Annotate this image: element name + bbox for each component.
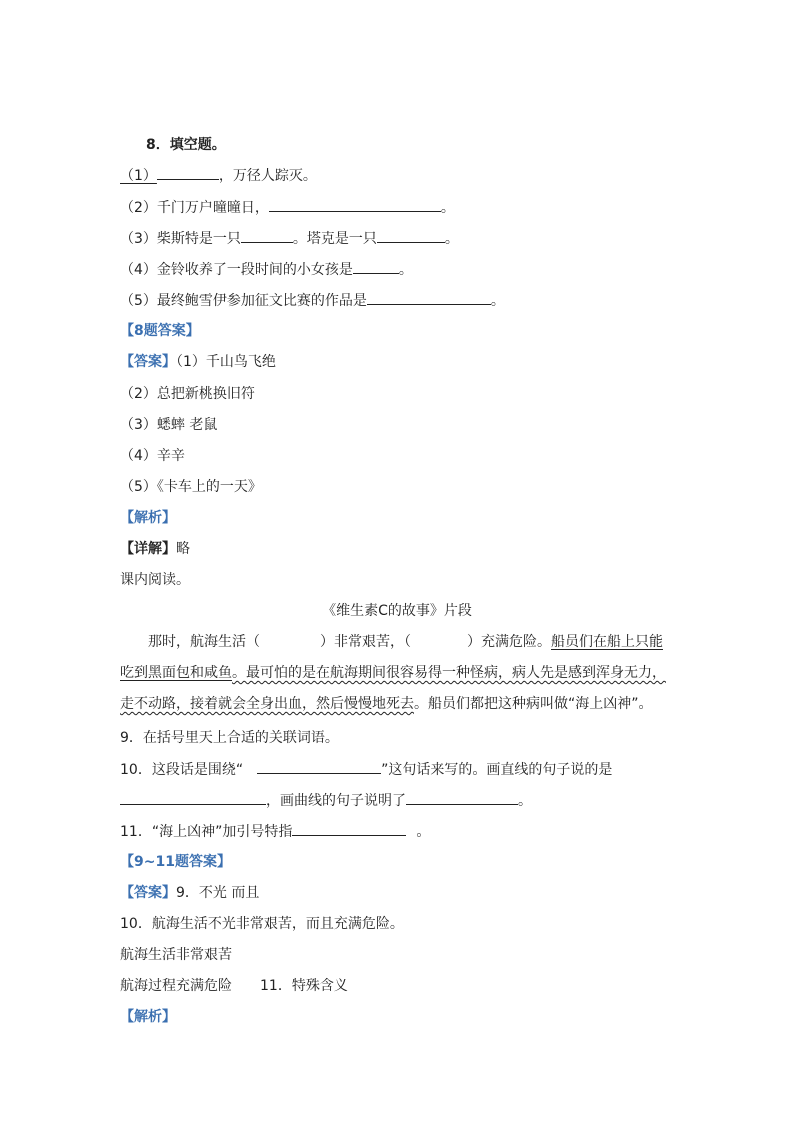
q8-title: 8．填空题。 — [146, 137, 226, 153]
a8-answer-5: （5）《卡车上的一天》 — [120, 479, 262, 495]
a8-answer-3: （3）蟋蟀 老鼠 — [120, 417, 218, 433]
a10-answer-c: 航海过程充满危险 11．特殊含义 — [120, 978, 348, 994]
a8-detail: 【详解】略 — [120, 541, 190, 557]
blank — [292, 821, 406, 836]
blank — [367, 290, 491, 305]
q8-item-4: （4）金铃收养了一段时间的小女孩是 。 — [120, 259, 413, 280]
a8-answer-1: 【答案】（1）千山鸟飞绝 — [120, 354, 276, 370]
blank — [353, 259, 399, 274]
a8-answer-4: （4）辛辛 — [120, 448, 185, 464]
q10-cont: ，画曲线的句子说明了 。 — [120, 790, 532, 811]
blank — [269, 197, 441, 212]
reading-title: 《维生素C的故事》片段 — [322, 603, 472, 619]
a8-analysis: 【解析】 — [120, 510, 176, 526]
reading-line-2: 吃到黑面包和咸鱼。最可怕的是在航海期间很容易得一种怪病，病人先是感到浑身无力， — [120, 665, 666, 681]
reading-intro: 课内阅读。 — [120, 572, 190, 588]
blank — [120, 790, 266, 805]
blank — [377, 228, 445, 243]
blank — [406, 790, 518, 805]
q9: 9．在括号里天上合适的关联词语。 — [120, 730, 339, 746]
reading-line-3: 走不动路，接着就会全身出血，然后慢慢地死去。船员们都把这种病叫做“海上凶神”。 — [120, 696, 653, 712]
a8-heading: 【8题答案】 — [120, 323, 200, 339]
blank — [157, 165, 219, 180]
a9-answer: 【答案】9．不光 而且 — [120, 885, 260, 901]
q8-item-3: （3）柴斯特是一只 。塔克是一只 。 — [120, 228, 459, 249]
q11: 11．“海上凶神”加引号特指 。 — [120, 821, 430, 842]
a8-answer-2: （2）总把新桃换旧符 — [120, 386, 255, 402]
a9-11-analysis: 【解析】 — [120, 1009, 176, 1025]
q10: 10．这段话是围绕“ ”这句话来写的。画直线的句子说的是 — [120, 759, 612, 780]
blank — [241, 228, 293, 243]
a9-11-heading: 【9~11题答案】 — [120, 854, 231, 870]
q8-item-2: （2）千门万户曈曈日， 。 — [120, 197, 455, 218]
reading-line-1: 那时，航海生活（ ）非常艰苦，（ ）充满危险。船员们在船上只能 — [148, 634, 663, 650]
q8-item-5: （5）最终鲍雪伊参加征文比赛的作品是 。 — [120, 290, 505, 311]
a10-answer-b: 航海生活非常艰苦 — [120, 947, 232, 963]
q8-item-1: （1） ，万径人踪灭。 — [120, 165, 317, 186]
blank — [257, 759, 381, 774]
a10-answer: 10．航海生活不光非常艰苦，而且充满危险。 — [120, 916, 404, 932]
